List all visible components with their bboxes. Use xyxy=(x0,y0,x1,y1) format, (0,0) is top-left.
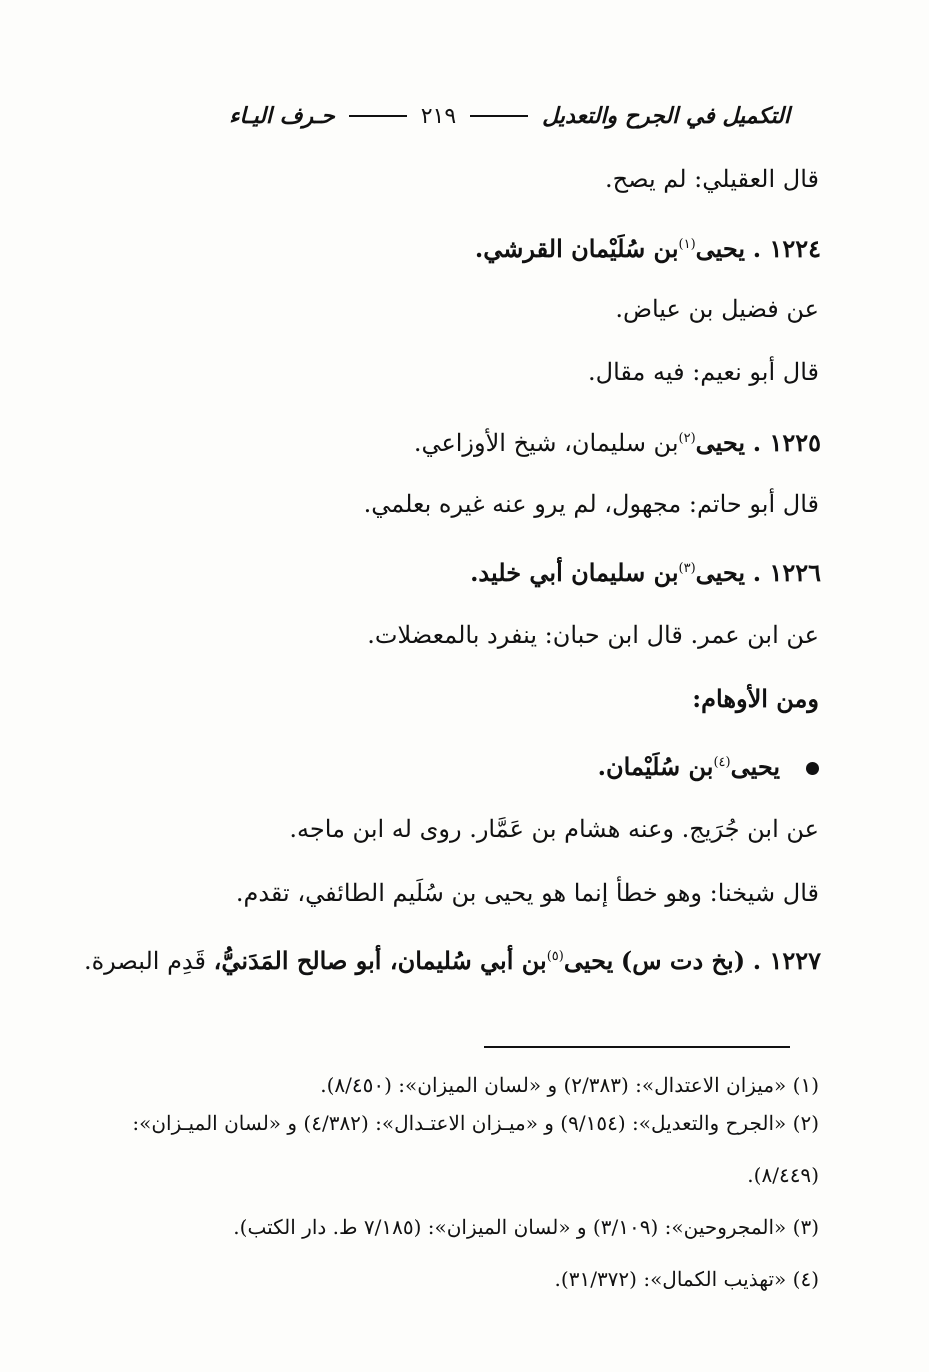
text-line: قال أبو نعيم: فيه مقال. xyxy=(588,358,819,386)
entry-name: يحيى xyxy=(563,946,614,975)
footnote-1: (١) «ميزان الاعتدال»: (٢/٣٨٣) و «لسان الميزان»: (٨/٤٥٠). xyxy=(320,1073,819,1097)
bullet-entry xyxy=(598,746,819,784)
footnote-ref: (٢) xyxy=(678,431,696,446)
footnote-separator xyxy=(484,1046,790,1048)
section-title: حـرف اليـاء xyxy=(229,103,335,129)
text-line: عن ابن عمر. قال ابن حبان: ينفرد بالمعضلات. xyxy=(367,621,819,649)
header-rule xyxy=(349,115,407,117)
footnote-ref: (٣) xyxy=(678,561,696,576)
footnote-3: (٣) «المجروحين»: (٣/١٠٩) و «لسان الميزان»: (٧/١٨٥ ط. دار الكتب). xyxy=(233,1215,819,1239)
footnote-ref: (١) xyxy=(678,237,696,252)
entry-name: يحيى xyxy=(695,428,746,457)
entry-tail: قَدِم البصرة. xyxy=(83,947,206,975)
section-subheading: ومن الأوهام: xyxy=(692,684,819,713)
footnote-ref: (٥) xyxy=(546,949,564,964)
footnote-2-continued: (٨/٤٤٩). xyxy=(747,1163,819,1187)
text-line: قال شيخنا: وهو خطأ إنما هو يحيى بن سُلَيم الطائفي، تقدم. xyxy=(235,879,819,907)
entry-name: يحيى xyxy=(695,234,746,263)
footnote-4: (٤) «تهذيب الكمال»: (٣١/٣٧٢). xyxy=(554,1267,819,1291)
entry-name-rest: بن سليمان، شيخ الأوزاعي. xyxy=(413,429,679,457)
header-rule xyxy=(470,115,528,117)
running-header xyxy=(150,96,790,136)
footnote-ref: (٤) xyxy=(713,755,731,770)
entry-1224 xyxy=(475,228,821,266)
text-line: عن فضيل بن عياض. xyxy=(615,295,819,323)
entry-name: يحيى xyxy=(695,558,746,587)
entry-1227 xyxy=(84,940,821,978)
footnote-2: (٢) «الجرح والتعديل»: (٩/١٥٤) و «ميـزان الاعتـدال»: (٤/٣٨٢) و «لسان الميـزان»: xyxy=(132,1111,819,1135)
entry-number: ١٢٢٥ . xyxy=(752,428,821,457)
entry-name-rest: بن سُلَيْمان القرشي. xyxy=(474,234,679,263)
entry-name: يحيى xyxy=(730,752,780,781)
entry-number: ١٢٢٤ . xyxy=(752,234,821,263)
entry-1226 xyxy=(470,552,821,590)
book-title: التكميل في الجرح والتعديل xyxy=(542,103,790,129)
entry-number: ١٢٢٧ . xyxy=(752,946,821,975)
text-line: عن ابن جُرَيج. وعنه هشام بن عَمَّار. روى له ابن ماجه. xyxy=(289,815,819,843)
text-line: قال أبو حاتم: مجهول، لم يرو عنه غيره بعلمي. xyxy=(363,490,819,518)
entry-codes: (بخ دت س) xyxy=(620,946,746,975)
entry-name-rest: بن أبي سُليمان، أبو صالح المَدَنيُّ، xyxy=(213,946,547,975)
bullet-icon xyxy=(806,762,819,775)
entry-name-rest: بن سليمان أبي خليد. xyxy=(470,558,679,587)
entry-1225 xyxy=(414,422,821,460)
entry-name-rest: بن سُلَيْمان. xyxy=(597,752,714,781)
page-number: ٢١٩ xyxy=(420,103,457,129)
text-line: قال العقيلي: لم يصح. xyxy=(605,165,819,193)
entry-number: ١٢٢٦ . xyxy=(752,558,821,587)
